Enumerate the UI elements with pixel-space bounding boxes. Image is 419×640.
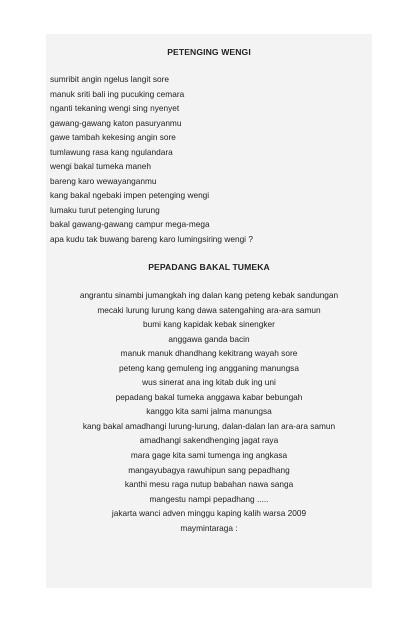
poem-body-pepadang-bakal-tumeka	[46, 288, 372, 535]
poem-line: gawang-gawang katon pasuryanmu	[50, 117, 182, 128]
poem-line: kanthi mesu raga nutup babahan nawa sanga	[124, 479, 294, 490]
poem-line: mecaki lurung lurung kang dawa satengahing ara-ara samun	[97, 304, 321, 315]
poem-title-petenging-wengi: PETENGING WENGI	[167, 47, 251, 57]
poem-line: maymintaraga :	[180, 522, 238, 533]
poem-line: sumribit angin ngelus langit sore	[50, 74, 169, 84]
poem-line: anggawa ganda bacin	[168, 333, 250, 344]
poem-line: lumaku turut petenging lurung	[50, 204, 160, 215]
poem-line: wengi bakal tumeka maneh	[50, 161, 152, 172]
poem-line: bareng karo wewayanganmu	[50, 175, 157, 186]
poem-line: angrantu sinambi jumangkah ing dalan kang peteng kebak sandungan	[79, 290, 339, 300]
poem-line: mangestu nampi pepadhang .....	[149, 493, 269, 504]
poem-line: wus sinerat ana ing kitab duk ing uni	[142, 377, 276, 388]
poem-line: mara gage kita sami tumenga ing angkasa	[130, 450, 288, 461]
poem-line: pepadang bakal tumeka anggawa kabar bebungah	[115, 391, 303, 402]
poem-line: apa kudu tak buwang bareng karo lumingsiring wengi ?	[50, 234, 253, 245]
poem-line: peteng kang gemuleng ing angganing manungsa	[119, 362, 299, 373]
poem-line: tumlawung rasa kang ngulandara	[50, 146, 173, 157]
poem-line: manuk manuk dhandhang kekitrang wayah sore	[120, 348, 298, 359]
poem-body-petenging-wengi	[50, 72, 253, 247]
poem-line: manuk sriti bali ing pucuking cemara	[50, 88, 185, 99]
poem-title-pepadang-bakal-tumeka: PEPADANG BAKAL TUMEKA	[148, 262, 270, 272]
poem-line: kang bakal amadhangi lurung-lurung, dalan-dalan lan ara-ara samun	[82, 420, 336, 431]
poem-line: nganti tekaning wengi sing nyenyet	[50, 103, 180, 114]
poem-line: kanggo kita sami jalma manungsa	[146, 406, 272, 417]
poem-line: bakal gawang-gawang campur mega-mega	[50, 219, 210, 230]
poem-line: amadhangi sakendhenging jagat raya	[139, 435, 279, 446]
poem-line: kang bakal ngebaki impen petenging wengi	[50, 190, 210, 201]
document-page	[46, 34, 372, 588]
poem-line: gawe tambah kekesing angin sore	[50, 132, 176, 143]
poem-line: jakarta wanci adven minggu kaping kalih warsa 2009	[111, 508, 307, 519]
poem-line: bumi kang kapidak kebak sinengker	[143, 319, 275, 330]
poem-line: mangayubagya rawuhipun sang pepadhang	[128, 464, 290, 475]
